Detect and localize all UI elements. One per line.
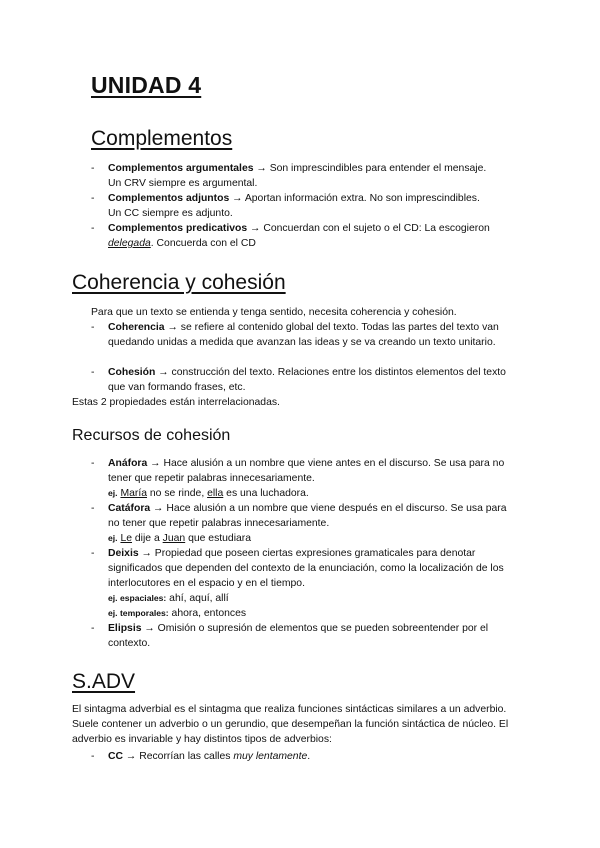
item-text: Propiedad que poseen ciertas expresiones gramaticales para denotar significados que dependen del contexto de la enunciación, como la localización de los interlocutores en el espacio y en el tiempo.: [108, 548, 504, 589]
bullet: -: [91, 322, 95, 333]
arrow: →: [164, 322, 181, 333]
arrow: →: [155, 367, 172, 378]
item-text: .: [307, 751, 311, 762]
term: Catáfora: [108, 503, 151, 514]
arrow: →: [247, 223, 264, 234]
item-text: construcción del texto. Relaciones entre los distintos elementos del texto que van formando frases, etc.: [108, 367, 506, 393]
item-text: Omisión o supresión de elementos que se pueden sobreentender por el contexto.: [108, 623, 489, 649]
bullet: -: [91, 163, 95, 174]
list-item: [108, 191, 520, 221]
item-text: Concuerdan con el sujeto o el CD: La escogieron: [263, 223, 490, 234]
coherencia-heading: Coherencia y cohesión: [72, 271, 286, 294]
list-item: [108, 546, 520, 621]
example-word: Le: [120, 533, 133, 544]
list-item: [108, 501, 520, 546]
term: Coherencia: [108, 322, 165, 333]
term: Complementos adjuntos: [108, 193, 230, 204]
arrow: →: [150, 503, 167, 514]
arrow: →: [147, 458, 164, 469]
example-word: Juan: [162, 533, 186, 544]
bullet: -: [91, 193, 95, 204]
item-text: Son imprescindibles para entender el mensaje.: [269, 163, 487, 174]
coherencia-intro: Para que un texto se entienda y tenga sentido, necesita coherencia y cohesión.: [91, 307, 457, 318]
list-item: [108, 365, 520, 395]
example-word: muy lentamente: [233, 751, 308, 762]
list-item: [108, 320, 520, 350]
bullet: -: [91, 367, 95, 378]
bullet: -: [91, 548, 95, 559]
term: Elipsis: [108, 623, 142, 634]
recursos-heading: Recursos de cohesión: [72, 427, 231, 444]
list-item: [108, 221, 520, 251]
item-text: Un CRV siempre es argumental.: [108, 178, 258, 189]
example-text: ahora, entonces: [168, 608, 247, 619]
example-text: ahí, aquí, allí: [166, 593, 229, 604]
example-word: María: [120, 488, 148, 499]
term: CC: [108, 751, 124, 762]
example-label: ej. espaciales:: [108, 593, 167, 603]
arrow: →: [123, 751, 140, 762]
example-label: ej.: [108, 533, 118, 543]
item-text: Hace alusión a un nombre que viene después en el discurso. Se usa para no tener que repetir palabras innecesariamente.: [108, 503, 507, 529]
list-item: [108, 161, 520, 191]
arrow: →: [229, 193, 245, 204]
arrow: →: [138, 548, 155, 559]
sadv-heading: S.ADV: [72, 670, 136, 693]
term: Cohesión: [108, 367, 156, 378]
bullet: -: [91, 503, 95, 514]
example-text: es una luchadora.: [223, 488, 309, 499]
example-text: dije a: [132, 533, 163, 544]
complementos-heading: Complementos: [91, 127, 233, 150]
item-text: . Concuerda con el CD: [150, 238, 256, 249]
sadv-paragraph: El sintagma adverbial es el sintagma que realiza funciones sintácticas similares a un adverbio. Suele contener un adverbio o un gerundio, que desempeñan la función sintáctica de núcleo. El adverbio es invariable y hay distintos tipos de adverbios:: [72, 704, 509, 745]
item-text: Recorrían las calles: [139, 751, 234, 762]
example-label: ej.: [108, 488, 118, 498]
term: Complementos argumentales: [108, 163, 254, 174]
term: Anáfora: [108, 458, 148, 469]
bullet: -: [91, 223, 95, 234]
item-text: Hace alusión a un nombre que viene antes en el discurso. Se usa para no tener que repetir palabras innecesariamente.: [108, 458, 505, 484]
item-text: se refiere al contenido global del texto. Todas las partes del texto van quedando unidas a medida que avanzan las ideas y se va creando un texto unitario.: [108, 322, 499, 348]
term: Complementos predicativos: [108, 223, 248, 234]
example-text: que estudiara: [185, 533, 252, 544]
bullet: -: [91, 751, 95, 762]
bullet: -: [91, 458, 95, 469]
arrow: →: [253, 163, 270, 174]
example-label: ej. temporales:: [108, 608, 169, 618]
list-item: [108, 456, 520, 501]
term: Deixis: [108, 548, 139, 559]
item-text: Un CC siempre es adjunto.: [108, 208, 233, 219]
list-item: [108, 621, 520, 651]
item-text: Aportan información extra. No son imprescindibles.: [244, 193, 480, 204]
example-word: ella: [207, 488, 224, 499]
example-word: delegada: [108, 238, 151, 249]
coherencia-closing: Estas 2 propiedades están interrelacionadas.: [72, 397, 280, 408]
unit-title: UNIDAD 4: [91, 72, 202, 98]
bullet: -: [91, 623, 95, 634]
example-text: no se rinde,: [147, 488, 208, 499]
arrow: →: [141, 623, 158, 634]
list-item: [108, 749, 520, 764]
